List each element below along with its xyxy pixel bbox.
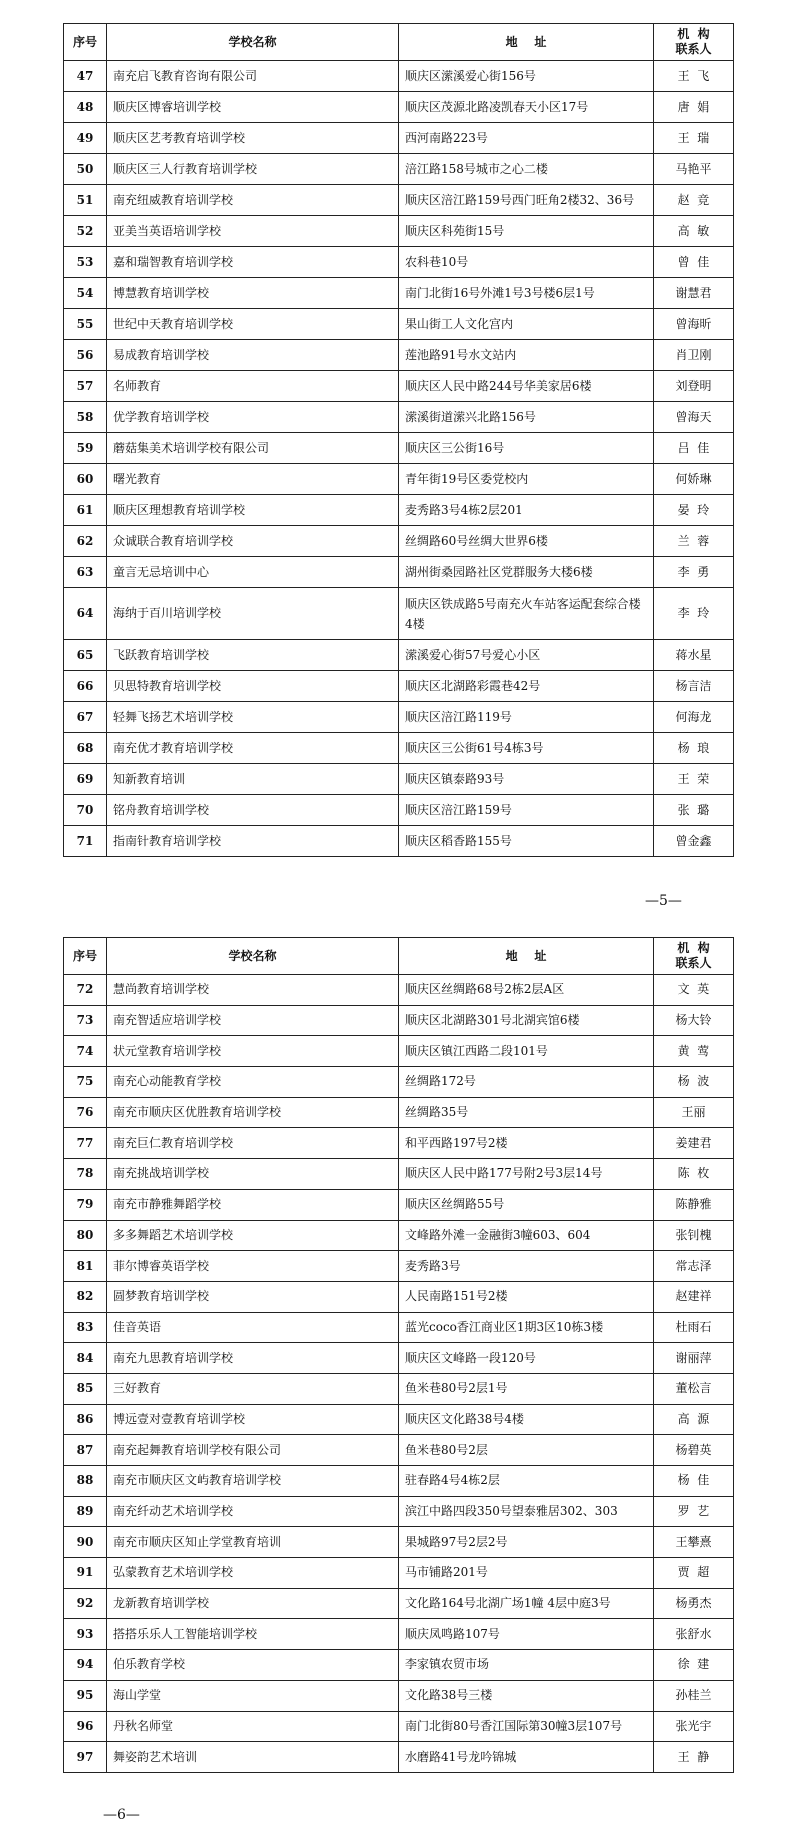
school-address: 顺庆区人民中路177号附2号3层14号 bbox=[399, 1159, 654, 1190]
row-number: 64 bbox=[64, 588, 107, 640]
school-address: 果山街工人文化宫内 bbox=[399, 309, 654, 340]
row-number: 96 bbox=[64, 1711, 107, 1742]
row-number: 80 bbox=[64, 1220, 107, 1251]
row-number: 69 bbox=[64, 764, 107, 795]
school-name: 世纪中天教育培训学校 bbox=[107, 309, 399, 340]
row-number: 77 bbox=[64, 1128, 107, 1159]
school-address: 果城路97号2层2号 bbox=[399, 1527, 654, 1558]
contact-person: 吕 佳 bbox=[654, 433, 734, 464]
school-address: 南门北街80号香江国际第30幢3层107号 bbox=[399, 1711, 654, 1742]
school-name: 南充纤动艺术培训学校 bbox=[107, 1496, 399, 1527]
contact-person: 兰 蓉 bbox=[654, 526, 734, 557]
school-name: 顺庆区博睿培训学校 bbox=[107, 92, 399, 123]
school-address: 李家镇农贸市场 bbox=[399, 1650, 654, 1681]
row-number: 49 bbox=[64, 123, 107, 154]
table-row bbox=[64, 1527, 734, 1558]
contact-person: 肖卫刚 bbox=[654, 340, 734, 371]
table-row bbox=[64, 216, 734, 247]
contact-person: 赵 竞 bbox=[654, 185, 734, 216]
contact-person: 董松言 bbox=[654, 1373, 734, 1404]
table-row bbox=[64, 1036, 734, 1067]
header-contact-line2: 联系人 bbox=[675, 956, 712, 970]
table-row bbox=[64, 1312, 734, 1343]
school-name: 曙光教育 bbox=[107, 464, 399, 495]
table-row bbox=[64, 795, 734, 826]
school-address: 人民南路151号2楼 bbox=[399, 1281, 654, 1312]
table-row bbox=[64, 1220, 734, 1251]
contact-person: 王攀熹 bbox=[654, 1527, 734, 1558]
table-row bbox=[64, 309, 734, 340]
contact-person: 杨大铃 bbox=[654, 1005, 734, 1036]
school-name: 圆梦教育培训学校 bbox=[107, 1281, 399, 1312]
row-number: 62 bbox=[64, 526, 107, 557]
contact-person: 王丽 bbox=[654, 1097, 734, 1128]
row-number: 58 bbox=[64, 402, 107, 433]
school-name: 南充优才教育培训学校 bbox=[107, 733, 399, 764]
contact-person: 杨 波 bbox=[654, 1067, 734, 1098]
row-number: 53 bbox=[64, 247, 107, 278]
row-number: 55 bbox=[64, 309, 107, 340]
school-address: 鱼米巷80号2层 bbox=[399, 1435, 654, 1466]
school-address: 鱼米巷80号2层1号 bbox=[399, 1373, 654, 1404]
contact-person: 高 敏 bbox=[654, 216, 734, 247]
table-row bbox=[64, 1067, 734, 1098]
school-name: 顺庆区三人行教育培训学校 bbox=[107, 154, 399, 185]
table-header-row bbox=[64, 24, 734, 61]
row-number: 70 bbox=[64, 795, 107, 826]
school-address: 丝绸路35号 bbox=[399, 1097, 654, 1128]
school-address: 潆溪街道潆兴北路156号 bbox=[399, 402, 654, 433]
contact-person: 曾金鑫 bbox=[654, 826, 734, 857]
table-row bbox=[64, 247, 734, 278]
contact-person: 杨勇杰 bbox=[654, 1588, 734, 1619]
table-row bbox=[64, 764, 734, 795]
contact-person: 何海龙 bbox=[654, 702, 734, 733]
table-row bbox=[64, 371, 734, 402]
school-name: 南充市顺庆区优胜教育培训学校 bbox=[107, 1097, 399, 1128]
row-number: 95 bbox=[64, 1680, 107, 1711]
contact-person: 陈 枚 bbox=[654, 1159, 734, 1190]
school-name: 南充智适应培训学校 bbox=[107, 1005, 399, 1036]
contact-person: 王 荣 bbox=[654, 764, 734, 795]
school-name: 菲尔博睿英语学校 bbox=[107, 1251, 399, 1282]
table-row bbox=[64, 92, 734, 123]
row-number: 67 bbox=[64, 702, 107, 733]
school-name: 亚美当英语培训学校 bbox=[107, 216, 399, 247]
table-row bbox=[64, 402, 734, 433]
school-address: 丝绸路172号 bbox=[399, 1067, 654, 1098]
row-number: 60 bbox=[64, 464, 107, 495]
school-name: 指南针教育培训学校 bbox=[107, 826, 399, 857]
school-address: 麦秀路3号4栋2层201 bbox=[399, 495, 654, 526]
contact-person: 孙桂兰 bbox=[654, 1680, 734, 1711]
contact-person: 谢丽萍 bbox=[654, 1343, 734, 1374]
school-address: 顺庆区稻香路155号 bbox=[399, 826, 654, 857]
table-row bbox=[64, 1281, 734, 1312]
school-address: 文化路164号北湖广场1幢 4层中庭3号 bbox=[399, 1588, 654, 1619]
row-number: 78 bbox=[64, 1159, 107, 1190]
contact-person: 陈静雅 bbox=[654, 1189, 734, 1220]
contact-person: 姜建君 bbox=[654, 1128, 734, 1159]
school-address: 顺庆区涪江路119号 bbox=[399, 702, 654, 733]
school-address: 顺庆区涪江路159号 bbox=[399, 795, 654, 826]
table-row bbox=[64, 154, 734, 185]
contact-person: 马艳平 bbox=[654, 154, 734, 185]
contact-person: 何娇琳 bbox=[654, 464, 734, 495]
school-address: 顺庆区北湖路彩霞巷42号 bbox=[399, 671, 654, 702]
row-number: 71 bbox=[64, 826, 107, 857]
table-row bbox=[64, 433, 734, 464]
contact-person: 杨 佳 bbox=[654, 1466, 734, 1497]
row-number: 68 bbox=[64, 733, 107, 764]
header-address: 地 址 bbox=[399, 24, 654, 61]
table-row bbox=[64, 1496, 734, 1527]
school-address: 顺庆区科苑街15号 bbox=[399, 216, 654, 247]
table-row bbox=[64, 1128, 734, 1159]
school-name: 名师教育 bbox=[107, 371, 399, 402]
school-address: 农科巷10号 bbox=[399, 247, 654, 278]
table-row bbox=[64, 526, 734, 557]
school-name: 南充挑战培训学校 bbox=[107, 1159, 399, 1190]
table-row bbox=[64, 1558, 734, 1589]
table-row bbox=[64, 1680, 734, 1711]
contact-person: 曾海昕 bbox=[654, 309, 734, 340]
contact-person: 杜雨石 bbox=[654, 1312, 734, 1343]
document-page-5 bbox=[0, 0, 794, 915]
contact-person: 张光宇 bbox=[654, 1711, 734, 1742]
table-row bbox=[64, 495, 734, 526]
contact-person: 王 飞 bbox=[654, 61, 734, 92]
document-page-6 bbox=[0, 915, 794, 1831]
school-address: 莲池路91号水文站内 bbox=[399, 340, 654, 371]
school-name: 丹秋名师堂 bbox=[107, 1711, 399, 1742]
contact-person: 高 源 bbox=[654, 1404, 734, 1435]
contact-person: 曾 佳 bbox=[654, 247, 734, 278]
school-table bbox=[63, 23, 734, 857]
school-address: 和平西路197号2楼 bbox=[399, 1128, 654, 1159]
contact-person: 徐 建 bbox=[654, 1650, 734, 1681]
table-row bbox=[64, 702, 734, 733]
table-row bbox=[64, 557, 734, 588]
school-name: 众诚联合教育培训学校 bbox=[107, 526, 399, 557]
school-address: 文化路38号三楼 bbox=[399, 1680, 654, 1711]
row-number: 50 bbox=[64, 154, 107, 185]
row-number: 52 bbox=[64, 216, 107, 247]
school-address: 顺庆区涪江路159号西门旺角2楼32、36号 bbox=[399, 185, 654, 216]
table-row bbox=[64, 826, 734, 857]
row-number: 56 bbox=[64, 340, 107, 371]
row-number: 59 bbox=[64, 433, 107, 464]
header-contact-line1: 机 构 bbox=[677, 27, 710, 41]
school-name: 顺庆区理想教育培训学校 bbox=[107, 495, 399, 526]
header-address: 地 址 bbox=[399, 938, 654, 975]
contact-person: 赵建祥 bbox=[654, 1281, 734, 1312]
row-number: 61 bbox=[64, 495, 107, 526]
contact-person: 刘登明 bbox=[654, 371, 734, 402]
table-row bbox=[64, 733, 734, 764]
school-name: 南充起舞教育培训学校有限公司 bbox=[107, 1435, 399, 1466]
school-address: 顺庆区丝绸路55号 bbox=[399, 1189, 654, 1220]
school-address: 顺庆区铁成路5号南充火车站客运配套综合楼4楼 bbox=[399, 588, 654, 640]
school-address: 顺庆凤鸣路107号 bbox=[399, 1619, 654, 1650]
table-row bbox=[64, 1343, 734, 1374]
school-address: 麦秀路3号 bbox=[399, 1251, 654, 1282]
header-contact bbox=[654, 938, 734, 975]
school-name: 佳音英语 bbox=[107, 1312, 399, 1343]
table-row bbox=[64, 1373, 734, 1404]
school-name: 优学教育培训学校 bbox=[107, 402, 399, 433]
school-address: 顺庆区文峰路一段120号 bbox=[399, 1343, 654, 1374]
table-row bbox=[64, 1588, 734, 1619]
school-name: 轻舞飞扬艺术培训学校 bbox=[107, 702, 399, 733]
header-no: 序号 bbox=[64, 938, 107, 975]
school-name: 海纳于百川培训学校 bbox=[107, 588, 399, 640]
row-number: 90 bbox=[64, 1527, 107, 1558]
school-name: 博慧教育培训学校 bbox=[107, 278, 399, 309]
row-number: 72 bbox=[64, 975, 107, 1006]
school-name: 海山学堂 bbox=[107, 1680, 399, 1711]
row-number: 66 bbox=[64, 671, 107, 702]
school-name: 南充纽威教育培训学校 bbox=[107, 185, 399, 216]
table-row bbox=[64, 340, 734, 371]
school-name: 贝思特教育培训学校 bbox=[107, 671, 399, 702]
school-address: 青年街19号区委党校内 bbox=[399, 464, 654, 495]
row-number: 86 bbox=[64, 1404, 107, 1435]
school-name: 铭舟教育培训学校 bbox=[107, 795, 399, 826]
contact-person: 晏 玲 bbox=[654, 495, 734, 526]
row-number: 74 bbox=[64, 1036, 107, 1067]
contact-person: 贾 超 bbox=[654, 1558, 734, 1589]
school-name: 南充市静雅舞蹈学校 bbox=[107, 1189, 399, 1220]
school-name: 伯乐教育学校 bbox=[107, 1650, 399, 1681]
contact-person: 王 静 bbox=[654, 1742, 734, 1773]
table-row bbox=[64, 1742, 734, 1773]
contact-person: 常志泽 bbox=[654, 1251, 734, 1282]
row-number: 88 bbox=[64, 1466, 107, 1497]
header-contact bbox=[654, 24, 734, 61]
school-address: 顺庆区三公街16号 bbox=[399, 433, 654, 464]
school-name: 龙新教育培训学校 bbox=[107, 1588, 399, 1619]
table-row bbox=[64, 61, 734, 92]
row-number: 79 bbox=[64, 1189, 107, 1220]
school-address: 水磨路41号龙吟锦城 bbox=[399, 1742, 654, 1773]
contact-person: 杨 琅 bbox=[654, 733, 734, 764]
school-name: 易成教育培训学校 bbox=[107, 340, 399, 371]
contact-person: 张 璐 bbox=[654, 795, 734, 826]
school-address: 顺庆区镇泰路93号 bbox=[399, 764, 654, 795]
school-address: 文峰路外滩一金融街3幢603、604 bbox=[399, 1220, 654, 1251]
table-header-row bbox=[64, 938, 734, 975]
contact-person: 罗 艺 bbox=[654, 1496, 734, 1527]
school-name: 顺庆区艺考教育培训学校 bbox=[107, 123, 399, 154]
school-name: 童言无忌培训中心 bbox=[107, 557, 399, 588]
school-name: 蘑菇集美术培训学校有限公司 bbox=[107, 433, 399, 464]
row-number: 84 bbox=[64, 1343, 107, 1374]
contact-person: 唐 娟 bbox=[654, 92, 734, 123]
contact-person: 蒋水星 bbox=[654, 640, 734, 671]
header-name: 学校名称 bbox=[107, 938, 399, 975]
row-number: 76 bbox=[64, 1097, 107, 1128]
row-number: 97 bbox=[64, 1742, 107, 1773]
table-row bbox=[64, 1650, 734, 1681]
contact-person: 黄 莺 bbox=[654, 1036, 734, 1067]
contact-person: 杨言洁 bbox=[654, 671, 734, 702]
school-address: 顺庆区茂源北路凌凯春天小区17号 bbox=[399, 92, 654, 123]
table-row bbox=[64, 1159, 734, 1190]
table-row bbox=[64, 975, 734, 1006]
table-row bbox=[64, 1404, 734, 1435]
school-name: 三好教育 bbox=[107, 1373, 399, 1404]
table-row bbox=[64, 464, 734, 495]
school-name: 状元堂教育培训学校 bbox=[107, 1036, 399, 1067]
school-name: 搭搭乐乐人工智能培训学校 bbox=[107, 1619, 399, 1650]
row-number: 85 bbox=[64, 1373, 107, 1404]
school-address: 滨江中路四段350号望泰雅居302、303 bbox=[399, 1496, 654, 1527]
contact-person: 张钊槐 bbox=[654, 1220, 734, 1251]
school-address: 马市铺路201号 bbox=[399, 1558, 654, 1589]
school-name: 南充心动能教育学校 bbox=[107, 1067, 399, 1098]
school-name: 慧尚教育培训学校 bbox=[107, 975, 399, 1006]
row-number: 63 bbox=[64, 557, 107, 588]
school-name: 多多舞蹈艺术培训学校 bbox=[107, 1220, 399, 1251]
row-number: 92 bbox=[64, 1588, 107, 1619]
school-address: 驻春路4号4栋2层 bbox=[399, 1466, 654, 1497]
table-row bbox=[64, 123, 734, 154]
row-number: 89 bbox=[64, 1496, 107, 1527]
school-address: 蓝光coco香江商业区1期3区10栋3楼 bbox=[399, 1312, 654, 1343]
table-row bbox=[64, 1711, 734, 1742]
school-address: 潆溪爱心街57号爱心小区 bbox=[399, 640, 654, 671]
row-number: 91 bbox=[64, 1558, 107, 1589]
school-name: 飞跃教育培训学校 bbox=[107, 640, 399, 671]
row-number: 73 bbox=[64, 1005, 107, 1036]
header-contact-line2: 联系人 bbox=[675, 42, 712, 56]
row-number: 82 bbox=[64, 1281, 107, 1312]
school-address: 顺庆区三公街61号4栋3号 bbox=[399, 733, 654, 764]
row-number: 75 bbox=[64, 1067, 107, 1098]
table-row bbox=[64, 1435, 734, 1466]
row-number: 54 bbox=[64, 278, 107, 309]
row-number: 93 bbox=[64, 1619, 107, 1650]
school-name: 舞姿韵艺术培训 bbox=[107, 1742, 399, 1773]
header-no: 序号 bbox=[64, 24, 107, 61]
school-name: 南充市顺庆区知止学堂教育培训 bbox=[107, 1527, 399, 1558]
row-number: 81 bbox=[64, 1251, 107, 1282]
contact-person: 李 勇 bbox=[654, 557, 734, 588]
row-number: 57 bbox=[64, 371, 107, 402]
page-number: —5— bbox=[645, 893, 682, 909]
contact-person: 张舒水 bbox=[654, 1619, 734, 1650]
table-row bbox=[64, 588, 734, 640]
table-row bbox=[64, 671, 734, 702]
contact-person: 曾海天 bbox=[654, 402, 734, 433]
table-row bbox=[64, 185, 734, 216]
contact-person: 李 玲 bbox=[654, 588, 734, 640]
school-address: 顺庆区人民中路244号华美家居6楼 bbox=[399, 371, 654, 402]
school-address: 丝绸路60号丝绸大世界6楼 bbox=[399, 526, 654, 557]
page-number: —6— bbox=[103, 1807, 140, 1823]
school-address: 南门北街16号外滩1号3号楼6层1号 bbox=[399, 278, 654, 309]
row-number: 51 bbox=[64, 185, 107, 216]
row-number: 65 bbox=[64, 640, 107, 671]
table-row bbox=[64, 1466, 734, 1497]
school-address: 顺庆区文化路38号4楼 bbox=[399, 1404, 654, 1435]
header-name: 学校名称 bbox=[107, 24, 399, 61]
school-name: 弘蒙教育艺术培训学校 bbox=[107, 1558, 399, 1589]
table-row bbox=[64, 278, 734, 309]
school-name: 南充启飞教育咨询有限公司 bbox=[107, 61, 399, 92]
table-row bbox=[64, 1619, 734, 1650]
table-row bbox=[64, 1251, 734, 1282]
school-address: 西河南路223号 bbox=[399, 123, 654, 154]
row-number: 94 bbox=[64, 1650, 107, 1681]
school-address: 顺庆区丝绸路68号2栋2层A区 bbox=[399, 975, 654, 1006]
school-name: 博远壹对壹教育培训学校 bbox=[107, 1404, 399, 1435]
school-name: 南充巨仁教育培训学校 bbox=[107, 1128, 399, 1159]
contact-person: 王 瑞 bbox=[654, 123, 734, 154]
row-number: 83 bbox=[64, 1312, 107, 1343]
school-address: 顺庆区镇江西路二段101号 bbox=[399, 1036, 654, 1067]
contact-person: 杨碧英 bbox=[654, 1435, 734, 1466]
contact-person: 谢慧君 bbox=[654, 278, 734, 309]
school-name: 南充九思教育培训学校 bbox=[107, 1343, 399, 1374]
school-address: 顺庆区北湖路301号北湖宾馆6楼 bbox=[399, 1005, 654, 1036]
header-contact-line1: 机 构 bbox=[677, 941, 710, 955]
table-row bbox=[64, 1189, 734, 1220]
school-address: 湖州街桑园路社区党群服务大楼6楼 bbox=[399, 557, 654, 588]
row-number: 87 bbox=[64, 1435, 107, 1466]
school-table bbox=[63, 937, 734, 1773]
table-row bbox=[64, 1097, 734, 1128]
table-row bbox=[64, 1005, 734, 1036]
row-number: 47 bbox=[64, 61, 107, 92]
school-address: 涪江路158号城市之心二楼 bbox=[399, 154, 654, 185]
school-name: 嘉和瑞智教育培训学校 bbox=[107, 247, 399, 278]
contact-person: 文 英 bbox=[654, 975, 734, 1006]
school-name: 知新教育培训 bbox=[107, 764, 399, 795]
table-row bbox=[64, 640, 734, 671]
school-address: 顺庆区潆溪爱心街156号 bbox=[399, 61, 654, 92]
school-name: 南充市顺庆区文屿教育培训学校 bbox=[107, 1466, 399, 1497]
row-number: 48 bbox=[64, 92, 107, 123]
